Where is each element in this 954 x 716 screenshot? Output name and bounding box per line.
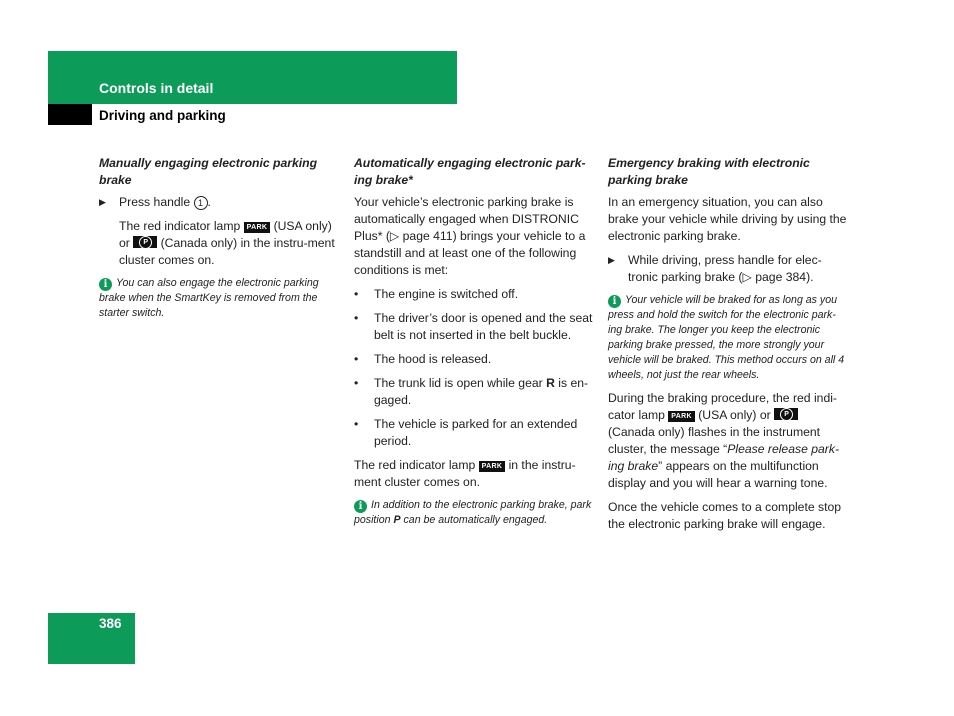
- list-item: [354, 351, 594, 368]
- note-text: You can also engage the electronic parking brake when the SmartKey is removed from the starter switch.: [99, 277, 319, 319]
- heading-automatic: Automatically engaging electronic park-ing brake*: [354, 156, 586, 187]
- subsection-title: Driving and parking: [99, 108, 226, 123]
- column-emergency: [608, 155, 848, 540]
- text-part: The red indicator lamp: [354, 458, 476, 472]
- gear-label: R: [546, 376, 555, 390]
- p-glyph: P: [780, 408, 793, 421]
- page-number: 386: [99, 616, 122, 631]
- bullet-icon: •: [354, 311, 359, 325]
- header-band: [48, 51, 457, 104]
- paragraph-lamp: [354, 457, 594, 491]
- paragraph-lamp: [99, 218, 339, 269]
- park-lamp-icon: PARK: [479, 461, 506, 472]
- note-text: Your vehicle will be braked for as long as you press and hold the switch for the electronic park-ing brake. The longer you keep the electronic parking brake pressed, the more strongly your vehicle will be braked. This method occurs on all 4 wheels, not just the rear wheels.: [608, 294, 845, 381]
- text-part: The red indicator lamp: [119, 219, 241, 233]
- note-smartkey: [99, 276, 339, 321]
- bullet-icon: •: [354, 352, 359, 366]
- text-part: During the braking procedure, the red indi-cator lamp: [608, 391, 837, 422]
- display-message: Please release park-ing brake: [608, 442, 840, 473]
- list-item: [354, 310, 594, 344]
- text-part: ” appears on the multifunction display and you will hear a warning tone.: [608, 459, 828, 490]
- paragraph-intro: In an emergency situation, you can also brake your vehicle while driving by using the electronic parking brake.: [608, 195, 847, 243]
- list-text: is en-gaged.: [374, 376, 589, 407]
- number-1-circle-icon: 1: [194, 196, 208, 210]
- step-press-handle: [608, 252, 848, 286]
- bullet-icon: •: [354, 287, 359, 301]
- text-part: (Canada only) in the instru-ment cluster comes on.: [119, 236, 335, 267]
- column-automatic: [354, 155, 594, 535]
- step-end: .: [207, 195, 211, 209]
- p-circle-lamp-icon: [133, 236, 157, 248]
- heading-emergency: Emergency braking with electronic parking brake: [608, 156, 810, 187]
- list-item: [354, 416, 594, 450]
- list-text: The engine is switched off.: [374, 287, 519, 301]
- park-position-label: P: [393, 514, 401, 526]
- paragraph-during: [608, 390, 848, 492]
- bullet-icon: •: [354, 376, 359, 390]
- text-part: (Canada only) flashes in the instrument cluster, the message “: [608, 425, 821, 456]
- list-text: The hood is released.: [374, 352, 492, 366]
- paragraph-final: Once the vehicle comes to a complete stop the electronic parking brake will engage.: [608, 500, 842, 531]
- note-park-position: [354, 498, 594, 528]
- step-text: Press handle: [119, 195, 191, 209]
- section-title: Controls in detail: [99, 80, 214, 96]
- list-item: [354, 375, 594, 409]
- step-press-handle: [99, 194, 339, 211]
- text-part: in the instru-ment cluster comes on.: [354, 458, 576, 489]
- list-text: The driver’s door is opened and the seat belt is not inserted in the belt buckle.: [374, 311, 593, 342]
- info-icon: i: [608, 295, 621, 308]
- info-icon: i: [354, 500, 367, 513]
- park-lamp-icon: PARK: [244, 222, 271, 233]
- info-icon: i: [99, 278, 112, 291]
- list-text: The trunk lid is open while gear: [374, 376, 543, 390]
- triangle-bullet-icon: ▶: [99, 197, 106, 207]
- p-circle-lamp-icon: [774, 408, 798, 420]
- header-marker: [48, 104, 92, 125]
- bullet-icon: •: [354, 417, 359, 431]
- step-text: While driving, press handle for elec-tronic parking brake (▷ page 384).: [628, 253, 822, 284]
- text-part: (USA only) or: [119, 219, 332, 250]
- heading-manual: Manually engaging electronic parking brake: [99, 156, 318, 187]
- note-text: can be automatically engaged.: [403, 514, 548, 526]
- conditions-list: [354, 286, 594, 450]
- note-text: In addition to the electronic parking brake, park position: [354, 499, 592, 526]
- list-text: The vehicle is parked for an extended period.: [374, 417, 578, 448]
- p-glyph: P: [139, 236, 152, 249]
- text-part: (USA only) or: [698, 408, 771, 422]
- column-manual: [99, 155, 339, 328]
- list-item: [354, 286, 594, 303]
- park-lamp-icon: PARK: [668, 411, 695, 422]
- triangle-bullet-icon: ▶: [608, 255, 615, 265]
- paragraph-intro: Your vehicle’s electronic parking brake is automatically engaged when DISTRONIC Plus* (▷ page 411) brings your vehicle to a standstill and at least one of the following conditions is met:: [354, 195, 586, 277]
- note-braking: [608, 293, 848, 383]
